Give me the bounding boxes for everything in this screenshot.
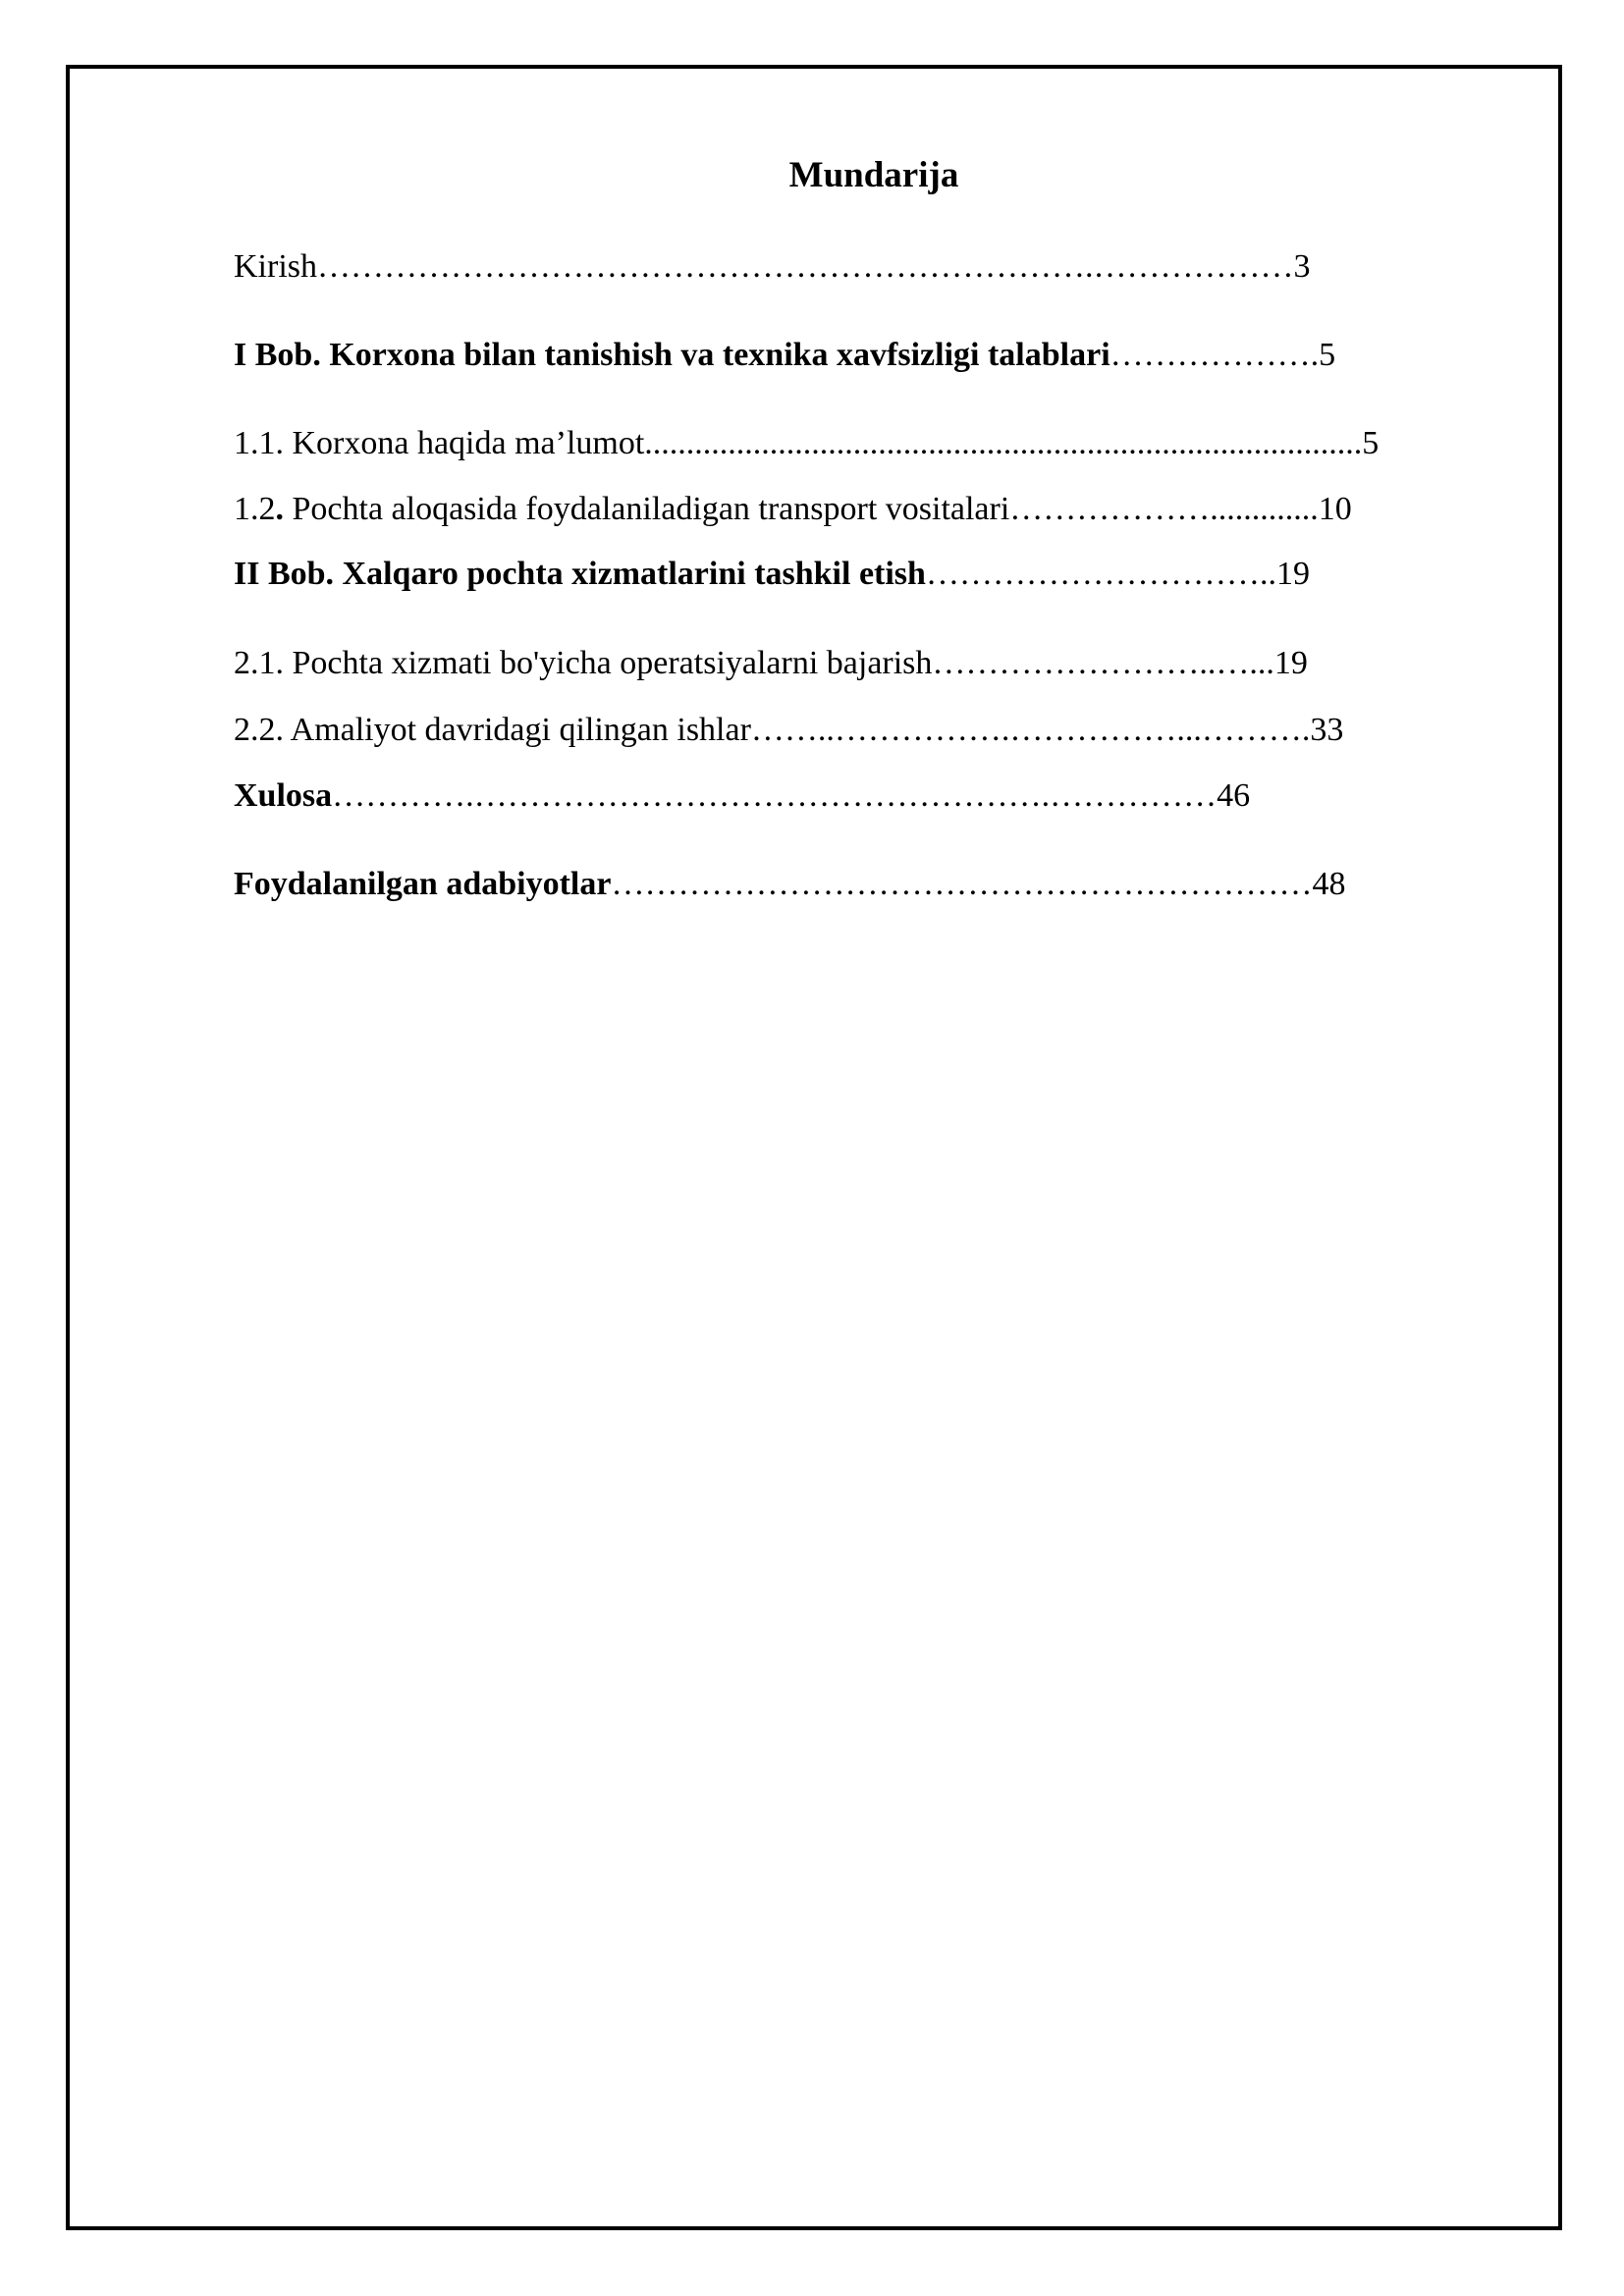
toc-entry-label: Foydalanilgan adabiyotlar — [234, 866, 612, 902]
toc-entry-section-2-2[interactable] — [234, 709, 1343, 752]
toc-entry-label-separator: . — [275, 491, 284, 527]
toc-title: Mundarija — [788, 155, 959, 195]
toc-entry-label: 1.1. Korxona haqida ma’lumot — [234, 425, 645, 461]
toc-entry-leader: ………….…………………………………………….…………… — [332, 777, 1218, 814]
toc-entry-section-1-2[interactable] — [234, 488, 1352, 531]
toc-entry-page: 10 — [1318, 491, 1352, 527]
toc-entry-page: 33 — [1310, 712, 1344, 748]
toc-entry-label-number: 1.2 — [234, 491, 276, 527]
toc-entry-page: 3 — [1293, 248, 1311, 285]
toc-entry-label: I Bob. Korxona bilan tanishish va texnika xavfsizligi talablari — [234, 337, 1110, 373]
toc-entry-leader: …………………………………………………………….……………… — [317, 248, 1294, 285]
toc-entry-leader: ……..…………….……………...………. — [750, 712, 1311, 748]
toc-entry-label: 2.2. Amaliyot davridagi qilingan ishlar — [234, 712, 751, 748]
toc-entry-chapter-1[interactable] — [234, 334, 1335, 377]
toc-entry-label: Xulosa — [234, 777, 333, 814]
toc-entry-page: 19 — [1275, 556, 1310, 592]
toc-entry-leader: ………………............. — [1009, 491, 1319, 527]
toc-entry-leader: ...................................................................................... — [644, 425, 1363, 461]
toc-entry-page: 48 — [1312, 866, 1346, 902]
toc-entry-label: II Bob. Xalqaro pochta xizmatlarini tashkil etish — [234, 556, 926, 592]
toc-entry-leader: ……………………..…... — [932, 645, 1274, 681]
page-border — [66, 65, 1562, 2230]
toc-entry-label: Pochta aloqasida foydalaniladigan transport vositalari — [284, 491, 1010, 527]
toc-entry-section-1-1[interactable] — [234, 422, 1379, 465]
toc-entry-leader: ………………………….. — [925, 556, 1276, 592]
toc-entry-bibliography[interactable] — [234, 863, 1345, 906]
toc-entry-label: Kirish — [234, 248, 317, 285]
toc-entry-label: 2.1. Pochta xizmati bo'yicha operatsiyalarni bajarish — [234, 645, 933, 681]
toc-entry-xulosa[interactable] — [234, 774, 1250, 818]
toc-entry-page: 19 — [1273, 645, 1308, 681]
toc-entry-page: 46 — [1217, 777, 1251, 814]
toc-entry-chapter-2[interactable] — [234, 553, 1310, 596]
toc-entry-leader: ……………………………………………………… — [611, 866, 1313, 902]
toc-entry-kirish[interactable] — [234, 245, 1311, 289]
toc-entry-page: 5 — [1319, 337, 1336, 373]
toc-entry-page: 5 — [1362, 425, 1380, 461]
toc-entry-section-2-1[interactable] — [234, 642, 1308, 685]
toc-entry-leader: ………………. — [1110, 337, 1320, 373]
